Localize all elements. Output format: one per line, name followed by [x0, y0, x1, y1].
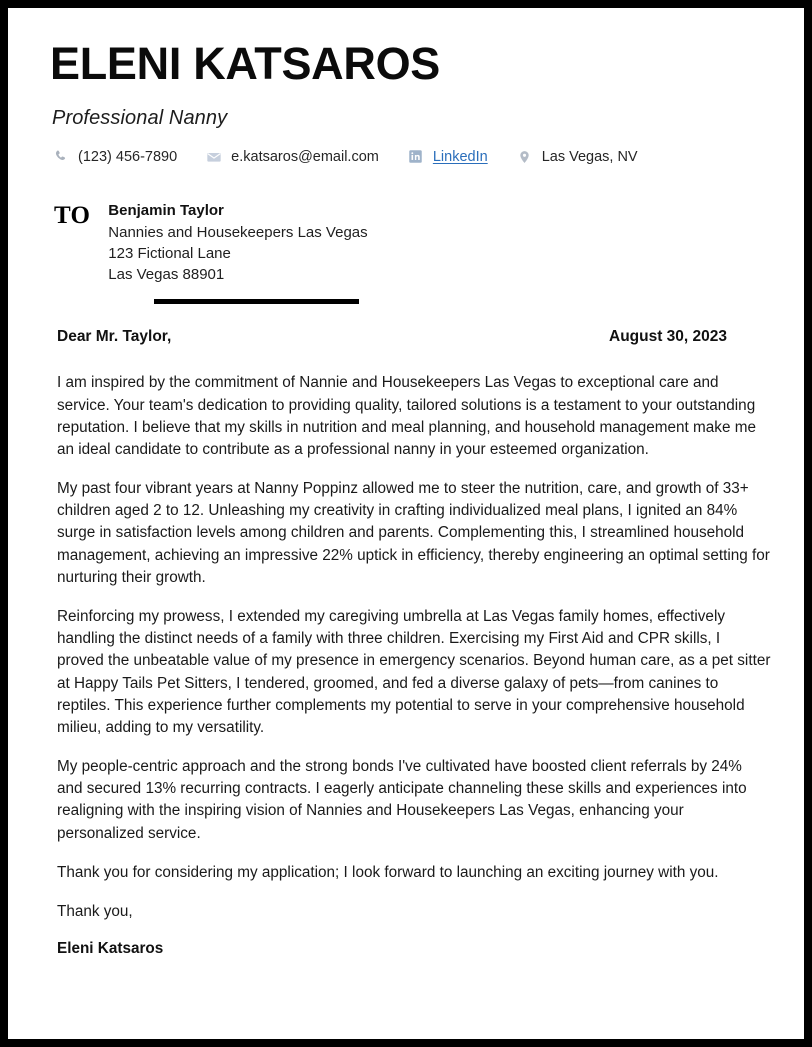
letter-sheet [8, 8, 804, 1039]
email-address: e.katsaros@email.com [231, 148, 379, 165]
signature-name: Eleni Katsaros [57, 940, 164, 958]
contact-info-row [52, 148, 763, 165]
email-icon [205, 148, 222, 165]
linkedin-link[interactable]: LinkedIn [432, 148, 488, 165]
recipient-street: 123 Fictional Lane [108, 244, 231, 262]
to-label: TO [54, 202, 91, 230]
linkedin-icon [407, 148, 424, 165]
contact-linkedin[interactable] [407, 148, 488, 165]
phone-icon [52, 148, 69, 165]
contact-location [516, 148, 638, 165]
body-paragraph: Reinforcing my prowess, I extended my caregiving umbrella at Las Vegas family homes, effectively handling the distinct needs of a family with three children. Exercising my First Aid and CPR skills, I proved the unbeatable value of my presence in emergency scenarios. Beyond human care, as a pet sitter at Happy Tails Pet Sitters, I tendered, groomed, and fed a diverse galaxy of pets—from canines to reptiles. This experience further complements my potential to serve in your comprehensive household milieu, adding to my versatility. [57, 607, 771, 736]
letter-date: August 30, 2023 [609, 328, 728, 346]
salutation: Dear Mr. Taylor, [57, 328, 172, 346]
location-text: Las Vegas, NV [541, 148, 638, 165]
phone-number: (123) 456-7890 [78, 148, 178, 165]
salutation-date-row [57, 328, 763, 348]
body-paragraph: I am inspired by the commitment of Nannie and Housekeepers Las Vegas to exceptional care and service. Your team's dedication to providing quality, tailored solutions is a testament to your outstanding reputation. I believe that my skills in nutrition and meal planning, and household management make me an ideal candidate to contribute as a professional nanny in your esteemed organization. [57, 374, 756, 458]
closing-line: Thank you, [57, 902, 133, 920]
contact-email [205, 148, 379, 165]
recipient-address [108, 200, 367, 285]
location-pin-icon [516, 148, 533, 165]
header-divider [154, 299, 359, 304]
contact-phone [52, 148, 177, 165]
recipient-city-zip: Las Vegas 88901 [108, 266, 225, 284]
recipient-block [54, 200, 763, 285]
page-title: ELENI KATSAROS [50, 38, 440, 89]
body-paragraph: My people-centric approach and the strong bonds I've cultivated have boosted client referrals by 24% and secured 13% recurring contracts. I eagerly anticipate channeling these skills and experiences into realigning with the inspiring vision of Nannies and Housekeepers Las Vegas, enhancing your personalized service. [57, 758, 747, 842]
recipient-company: Nannies and Housekeepers Las Vegas [108, 223, 368, 241]
body-paragraph: Thank you for considering my application; I look forward to launching an exciting journey with you. [57, 863, 719, 881]
body-paragraph: My past four vibrant years at Nanny Poppinz allowed me to steer the nutrition, care, and growth of 33+ children aged 2 to 12. Unleashing my creativity in crafting individualized meal plans, I ignited an 84% surge in satisfaction levels among children and parents. Complementing this, I streamlined household management, achieving an impressive 22% uptick in efficiency, thereby engineering an optimal setting for nurturing their growth. [57, 480, 770, 586]
job-title: Professional Nanny [52, 107, 228, 130]
recipient-name: Benjamin Taylor [108, 202, 224, 220]
letter-body [57, 372, 771, 958]
